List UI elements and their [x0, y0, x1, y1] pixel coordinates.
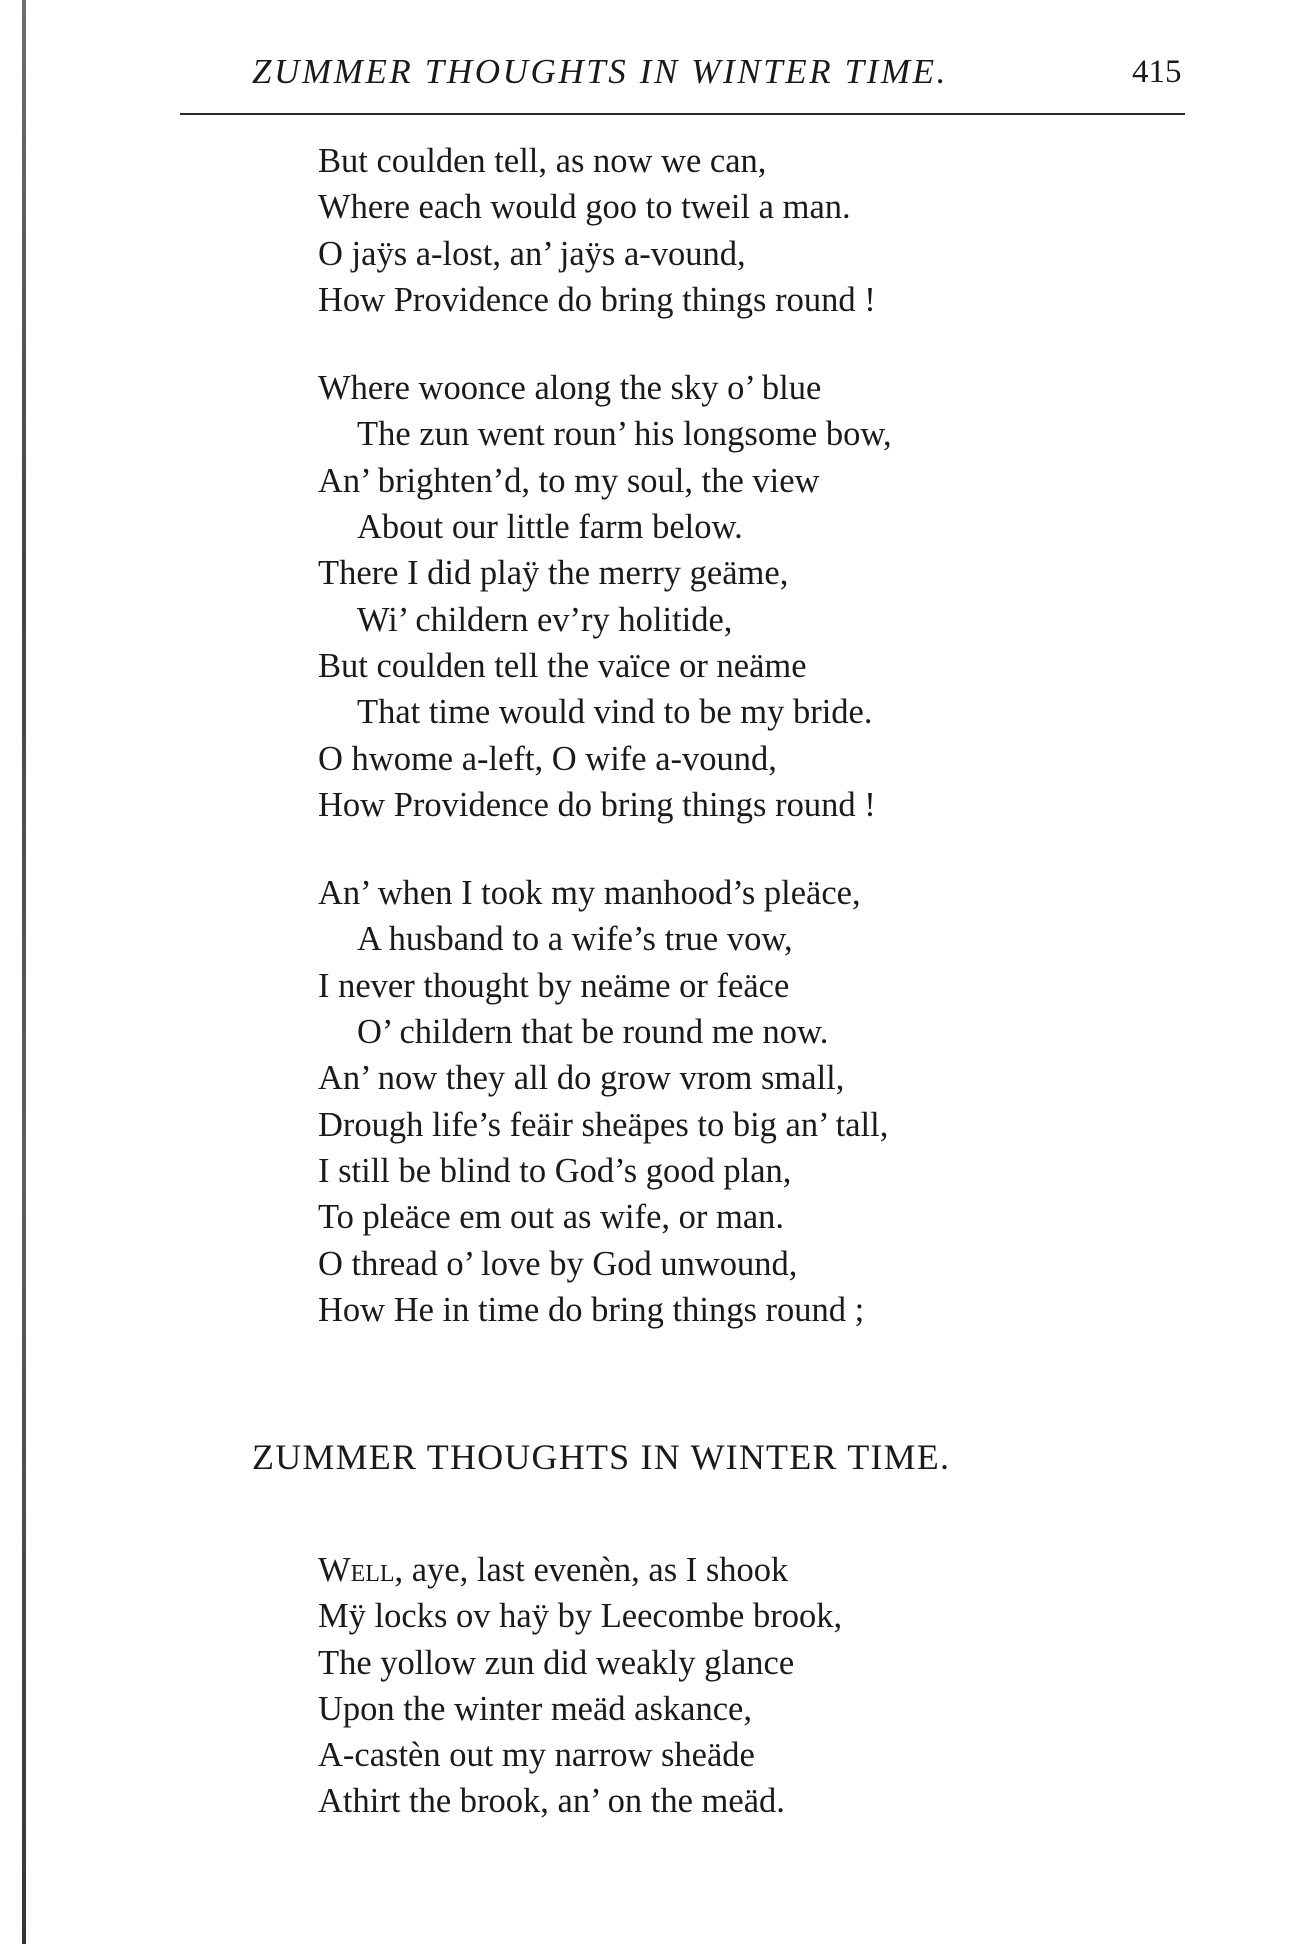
poem-line: But coulden tell the vaïce or neäme: [318, 646, 807, 685]
poem-line: O hwome a-left, O wife a-vound,: [318, 739, 777, 778]
new-poem-body: [318, 1547, 842, 1825]
stanza-break: [318, 323, 892, 365]
poem-line: A-castèn out my narrow sheäde: [318, 1736, 755, 1775]
poem-line: O jaÿs a-lost, an’ jaÿs a-vound,: [318, 234, 746, 273]
poem-line: An’ when I took my manhood’s pleäce,: [318, 874, 861, 913]
poem-line: Mÿ locks ov haÿ by Leecombe brook,: [318, 1597, 843, 1636]
poem-line: I still be blind to God’s good plan,: [318, 1151, 792, 1190]
drop-word: Well: [318, 1551, 395, 1589]
poem-line: A husband to a wife’s true vow,: [357, 920, 793, 959]
poem-line: Athirt the brook, an’ on the meäd.: [318, 1782, 785, 1821]
poem-line: Where woonce along the sky o’ blue: [318, 369, 822, 408]
poem-line: I never thought by neäme or feäce: [318, 966, 790, 1005]
poem-line: O thread o’ love by God unwound,: [318, 1244, 798, 1283]
stanza-break: [318, 828, 892, 870]
poem-line: An’ now they all do grow vrom small,: [318, 1059, 845, 1098]
poem-line: Upon the winter meäd askance,: [318, 1689, 752, 1728]
poem-line: How Providence do bring things round !: [318, 280, 876, 319]
poem-line: There I did plaÿ the merry geäme,: [318, 554, 789, 593]
poem-first-line: [318, 1547, 842, 1593]
running-title: ZUMMER THOUGHTS IN WINTER TIME.: [252, 52, 949, 91]
poem-line: About our little farm below.: [357, 508, 743, 547]
page-number: 415: [1132, 54, 1182, 90]
header-rule: [180, 113, 1185, 115]
poem-continuation: [318, 138, 892, 1333]
poem-line: How He in time do bring things round ;: [318, 1290, 865, 1329]
poem-line: An’ brighten’d, to my soul, the view: [318, 461, 820, 500]
poem-line: That time would vind to be my bride.: [357, 693, 873, 732]
poem-line: Drough life’s feäir sheäpes to big an’ tall,: [318, 1105, 889, 1144]
poem-line: The yollow zun did weakly glance: [318, 1643, 795, 1682]
poem-line: Where each would goo to tweil a man.: [318, 188, 851, 227]
poem-line: How Providence do bring things round !: [318, 785, 876, 824]
poem-line: To pleäce em out as wife, or man.: [318, 1198, 785, 1237]
poem-line: But coulden tell, as now we can,: [318, 142, 767, 180]
page-binding-edge: [22, 0, 26, 1944]
poem-line: Wi’ childern ev’ry holitide,: [357, 600, 733, 639]
poem-title: ZUMMER THOUGHTS IN WINTER TIME.: [252, 1437, 951, 1477]
running-head: [0, 52, 1312, 100]
poem-line: The zun went roun’ his longsome bow,: [357, 415, 892, 454]
first-line-rest: , aye, last evenèn, as I shook: [394, 1551, 789, 1589]
poem-line: O’ childern that be round me now.: [357, 1013, 829, 1052]
